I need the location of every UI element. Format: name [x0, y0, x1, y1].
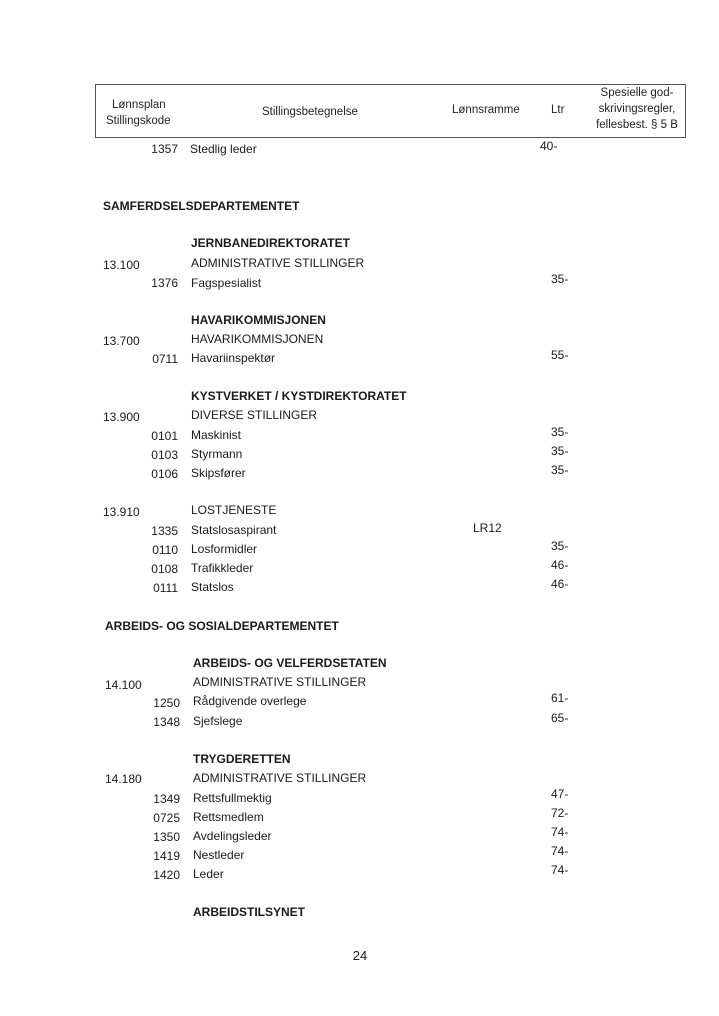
row-title: Leder — [193, 867, 224, 881]
row-ltr: 46- — [551, 558, 569, 572]
row-code: 0110 — [152, 543, 178, 557]
row-code: 1250 — [153, 696, 180, 710]
row-ltr: 65- — [551, 711, 569, 725]
row-title: Avdelingsleder — [193, 829, 272, 843]
col-lonnsramme-label: Lønnsramme — [452, 104, 520, 116]
row-code: 0108 — [151, 562, 178, 576]
group-heading: LOSTJENESTE — [191, 503, 277, 517]
row-title: Nestleder — [193, 848, 245, 862]
col-ltr-label: Ltr — [551, 104, 565, 116]
row-ltr: 35- — [551, 272, 569, 286]
lonnsplan-code: 13.910 — [103, 505, 140, 519]
group-heading: ADMINISTRATIVE STILLINGER — [193, 675, 367, 689]
row-title: Sjefslege — [193, 714, 243, 728]
row-title: Statslos — [191, 580, 234, 594]
row-ltr: 46- — [551, 577, 569, 591]
row-ltr: 74- — [551, 825, 569, 839]
row-code: 0711 — [152, 352, 178, 366]
row-code: 0106 — [151, 467, 178, 481]
row-title: Maskinist — [191, 428, 242, 442]
row-title: Styrmann — [191, 447, 243, 461]
row-code: 0103 — [151, 448, 178, 462]
col-stillingsbetegnelse-label: Stillingsbetegnelse — [262, 106, 358, 118]
row-title: Havariinspektør — [191, 351, 276, 365]
row-ltr: 35- — [551, 539, 569, 553]
row-code: 1357 — [151, 142, 178, 156]
row-title: Statslosaspirant — [191, 523, 277, 537]
row-title: Losformidler — [191, 542, 258, 556]
page-number: 24 — [352, 948, 368, 963]
row-code: 0111 — [153, 581, 178, 595]
agency-heading: ARBEIDS- OG VELFERDSETATEN — [193, 656, 387, 670]
row-title: Rettsfullmektig — [193, 791, 272, 805]
row-ltr: 35- — [551, 463, 569, 477]
col-special-rules-line2: skrivingsregler, — [598, 103, 676, 115]
group-heading: ADMINISTRATIVE STILLINGER — [191, 256, 365, 270]
row-title: Rådgivende overlege — [193, 694, 307, 708]
lonnsplan-code: 14.180 — [105, 772, 142, 786]
agency-heading: HAVARIKOMMISJONEN — [191, 313, 326, 327]
group-heading: HAVARIKOMMISJONEN — [191, 332, 324, 346]
row-ltr: 35- — [551, 444, 569, 458]
row-title: Stedlig leder — [190, 142, 257, 156]
row-ltr: 72- — [551, 806, 569, 820]
row-code: 1349 — [153, 792, 180, 806]
col-special-rules-line1: Spesielle god- — [600, 87, 674, 99]
col-stillingskode-label: Stillingskode — [106, 115, 171, 127]
row-ltr: 40- — [540, 139, 558, 153]
row-title: Trafikkleder — [191, 561, 254, 575]
col-special-rules-line3: fellesbest. § 5 B — [596, 119, 678, 131]
row-code: 1419 — [153, 849, 180, 863]
lonnsplan-code: 13.100 — [103, 258, 140, 272]
group-heading: ADMINISTRATIVE STILLINGER — [193, 771, 367, 785]
row-title: Rettsmedlem — [193, 810, 264, 824]
department-heading: ARBEIDS- OG SOSIALDEPARTEMENTET — [105, 619, 339, 633]
agency-heading: ARBEIDSTILSYNET — [193, 905, 306, 919]
department-heading: SAMFERDSELSDEPARTEMENTET — [103, 199, 300, 213]
row-code: 0101 — [151, 429, 178, 443]
group-heading: DIVERSE STILLINGER — [191, 408, 318, 422]
agency-heading: JERNBANEDIREKTORATET — [191, 236, 350, 250]
row-ltr: 61- — [551, 691, 569, 705]
row-code: 1350 — [153, 830, 180, 844]
agency-heading: KYSTVERKET / KYSTDIREKTORATET — [191, 389, 407, 403]
row-title: Skipsfører — [191, 466, 246, 480]
row-lonnsramme: LR12 — [473, 521, 502, 535]
row-code: 1420 — [153, 868, 180, 882]
row-title: Fagspesialist — [191, 276, 262, 290]
agency-heading: TRYGDERETTEN — [193, 752, 291, 766]
row-code: 1335 — [151, 524, 178, 538]
row-code: 0725 — [153, 811, 180, 825]
lonnsplan-code: 13.700 — [103, 334, 140, 348]
row-ltr: 55- — [551, 348, 569, 362]
row-ltr: 74- — [551, 844, 569, 858]
lonnsplan-code: 13.900 — [103, 410, 140, 424]
row-ltr: 74- — [551, 863, 569, 877]
row-ltr: 35- — [551, 425, 569, 439]
row-code: 1348 — [153, 715, 180, 729]
col-lonnsplan-label: Lønnsplan — [112, 99, 166, 111]
lonnsplan-code: 14.100 — [105, 678, 142, 692]
row-code: 1376 — [151, 276, 178, 290]
row-ltr: 47- — [551, 787, 569, 801]
